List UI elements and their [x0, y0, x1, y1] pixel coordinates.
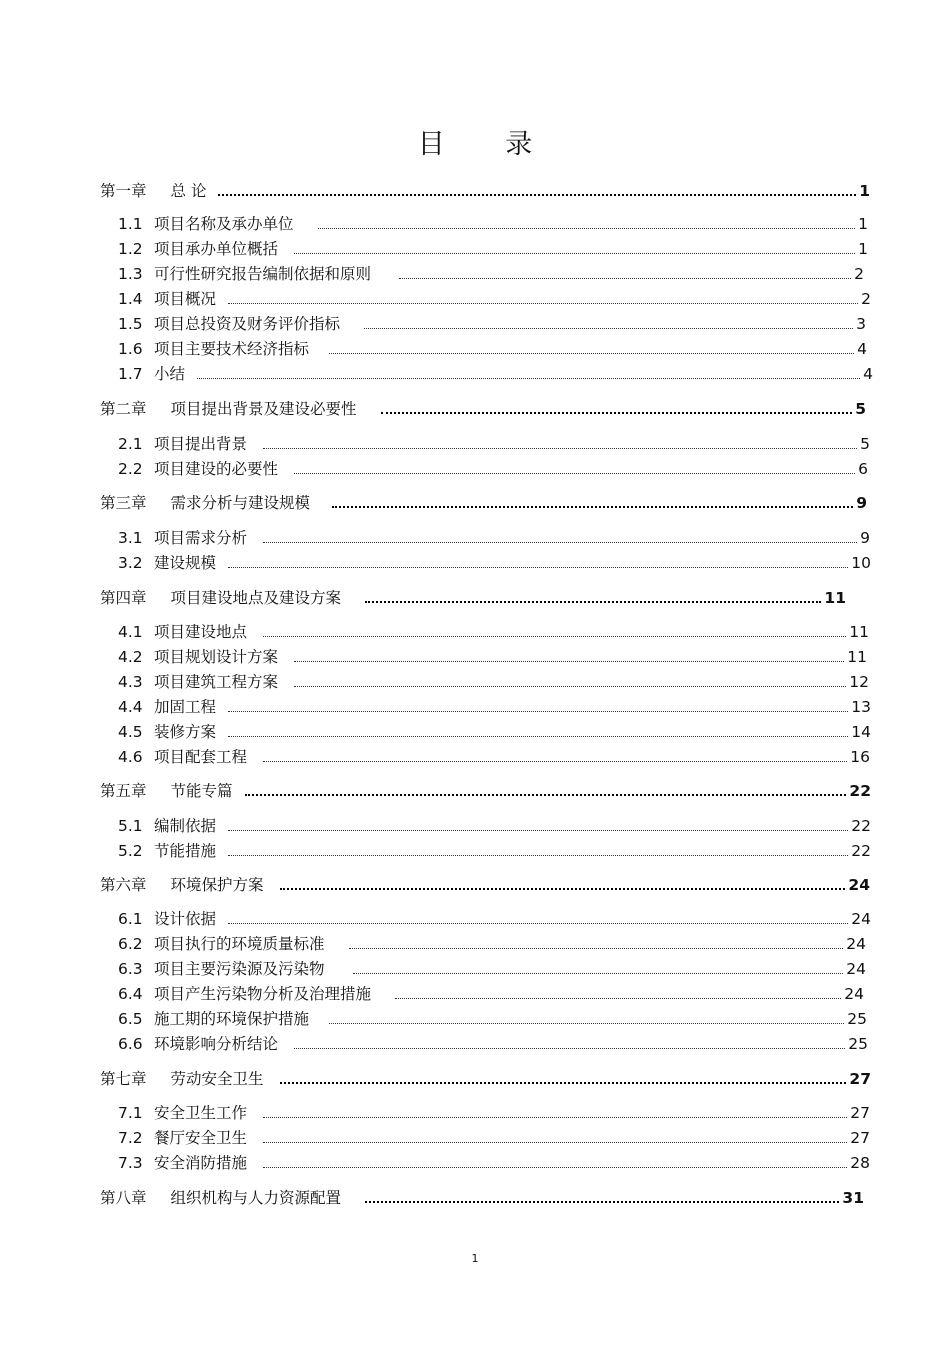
toc-page-number: 3 — [856, 315, 866, 333]
toc-page-number: 31 — [842, 1189, 864, 1207]
toc-page-number: 13 — [851, 698, 871, 716]
toc-page-number: 22 — [851, 817, 871, 835]
toc-page-number: 24 — [848, 876, 870, 894]
dot-leader — [263, 435, 857, 453]
toc-page-number: 27 — [849, 1070, 871, 1088]
dot-leader — [228, 290, 858, 308]
toc-page-number: 16 — [850, 748, 870, 766]
toc-page-number: 24 — [846, 960, 866, 978]
toc-chapter-row[interactable] — [100, 778, 871, 800]
toc-title: 项目建设地点 — [154, 623, 248, 641]
dot-leader — [365, 1189, 839, 1207]
toc-title: 装修方案 — [154, 723, 217, 741]
toc-number: 4.5 — [118, 723, 143, 741]
toc-number: 1.1 — [118, 215, 143, 233]
toc-title: 项目规划设计方案 — [154, 648, 279, 666]
toc-chapter-row[interactable] — [100, 585, 846, 607]
toc-section-row[interactable] — [118, 311, 866, 333]
toc-title: 组织机构与人力资源配置 — [170, 1189, 342, 1207]
dot-leader — [294, 648, 844, 666]
toc-section-row[interactable] — [118, 525, 870, 547]
toc-title: 节能专篇 — [170, 782, 233, 800]
toc-number: 6.3 — [118, 960, 143, 978]
toc-number: 第二章 — [100, 400, 147, 418]
dot-leader — [218, 182, 856, 200]
toc-title: 总 论 — [170, 182, 207, 200]
toc-section-row[interactable] — [118, 236, 868, 258]
toc-page-number: 10 — [851, 554, 871, 572]
toc-page-number: 27 — [850, 1104, 870, 1122]
toc-page-number: 1 — [859, 182, 870, 200]
toc-page-number: 24 — [844, 985, 864, 1003]
toc-title: 环境影响分析结论 — [154, 1035, 279, 1053]
toc-section-row[interactable] — [118, 361, 873, 383]
dot-leader — [197, 365, 860, 383]
toc-page-number: 2 — [861, 290, 871, 308]
toc-page-number: 5 — [860, 435, 870, 453]
toc-section-row[interactable] — [118, 931, 866, 953]
toc-chapter-row[interactable] — [100, 872, 870, 894]
dot-leader — [381, 400, 853, 418]
toc-title: 环境保护方案 — [170, 876, 264, 894]
toc-title: 项目主要污染源及污染物 — [154, 960, 325, 978]
toc-number: 4.3 — [118, 673, 143, 691]
toc-title: 项目建设的必要性 — [154, 460, 279, 478]
toc-section-row[interactable] — [118, 1150, 870, 1172]
toc-title: 建设规模 — [154, 554, 217, 572]
dot-leader — [228, 554, 848, 572]
toc-number: 第六章 — [100, 876, 147, 894]
toc-chapter-row[interactable] — [100, 396, 866, 418]
dot-leader — [294, 240, 855, 258]
toc-section-row[interactable] — [118, 694, 871, 716]
toc-title: 劳动安全卫生 — [170, 1070, 264, 1088]
toc-section-row[interactable] — [118, 431, 870, 453]
dot-leader — [280, 1070, 847, 1088]
toc-number: 2.2 — [118, 460, 143, 478]
toc-number: 5.1 — [118, 817, 143, 835]
dot-leader — [395, 985, 841, 1003]
toc-title: 项目概况 — [154, 290, 217, 308]
toc-title: 设计依据 — [154, 910, 217, 928]
toc-number: 1.5 — [118, 315, 143, 333]
toc-number: 3.1 — [118, 529, 143, 547]
toc-page-number: 27 — [850, 1129, 870, 1147]
toc-chapter-row[interactable] — [100, 178, 870, 200]
toc-title: 项目需求分析 — [154, 529, 248, 547]
toc-title: 安全卫生工作 — [154, 1104, 248, 1122]
toc-section-row[interactable] — [118, 286, 871, 308]
dot-leader — [332, 494, 853, 512]
toc-number: 2.1 — [118, 435, 143, 453]
toc-number: 1.7 — [118, 365, 143, 383]
toc-number: 7.3 — [118, 1154, 143, 1172]
toc-number: 1.6 — [118, 340, 143, 358]
toc-section-row[interactable] — [118, 1006, 867, 1028]
toc-number: 4.1 — [118, 623, 143, 641]
dot-leader — [228, 910, 848, 928]
toc-section-row[interactable] — [118, 956, 866, 978]
toc-number: 6.4 — [118, 985, 143, 1003]
toc-section-row[interactable] — [118, 550, 871, 572]
toc-title: 项目总投资及财务评价指标 — [154, 315, 341, 333]
toc-page-number: 24 — [846, 935, 866, 953]
toc-number: 第一章 — [100, 182, 147, 200]
toc-section-row[interactable] — [118, 906, 871, 928]
dot-leader — [228, 698, 848, 716]
toc-title: 项目名称及承办单位 — [154, 215, 294, 233]
toc-section-row[interactable] — [118, 336, 867, 358]
toc-title: 项目产生污染物分析及治理措施 — [154, 985, 372, 1003]
toc-page-number: 24 — [851, 910, 871, 928]
dot-leader — [263, 529, 857, 547]
toc-section-row[interactable] — [118, 838, 871, 860]
page-number: 1 — [471, 1252, 479, 1265]
toc-page-number: 5 — [855, 400, 866, 418]
toc-number: 4.4 — [118, 698, 143, 716]
dot-leader — [263, 1129, 847, 1147]
toc-section-row[interactable] — [118, 261, 864, 283]
dot-leader — [245, 782, 847, 800]
page-title: 目 录 — [417, 129, 559, 160]
toc-title: 施工期的环境保护措施 — [154, 1010, 310, 1028]
toc-page-number: 9 — [860, 529, 870, 547]
toc-page-number: 28 — [850, 1154, 870, 1172]
toc-chapter-row[interactable] — [100, 490, 867, 512]
dot-leader — [228, 842, 848, 860]
dot-leader — [349, 935, 844, 953]
toc-title: 项目配套工程 — [154, 748, 248, 766]
toc-number: 6.1 — [118, 910, 143, 928]
toc-title: 节能措施 — [154, 842, 217, 860]
toc-number: 第七章 — [100, 1070, 147, 1088]
dot-leader — [329, 1010, 844, 1028]
toc-title: 小结 — [154, 365, 186, 383]
toc-number: 第五章 — [100, 782, 147, 800]
dot-leader — [294, 460, 855, 478]
toc-page-number: 9 — [856, 494, 867, 512]
toc-section-row[interactable] — [118, 744, 870, 766]
toc-page-number: 25 — [847, 1010, 867, 1028]
toc-title: 项目建设地点及建设方案 — [170, 589, 342, 607]
toc-number: 6.5 — [118, 1010, 143, 1028]
toc-section-row[interactable] — [118, 619, 869, 641]
toc-section-row[interactable] — [118, 719, 871, 741]
toc-number: 第八章 — [100, 1189, 147, 1207]
dot-leader — [228, 817, 848, 835]
toc-section-row[interactable] — [118, 1100, 870, 1122]
dot-leader — [329, 340, 854, 358]
toc-number: 7.2 — [118, 1129, 143, 1147]
toc-page-number: 11 — [824, 589, 846, 607]
toc-section-row[interactable] — [118, 456, 868, 478]
toc-section-row[interactable] — [118, 813, 871, 835]
toc-number: 6.6 — [118, 1035, 143, 1053]
toc-page-number: 22 — [851, 842, 871, 860]
toc-section-row[interactable] — [118, 981, 864, 1003]
toc-number: 第四章 — [100, 589, 147, 607]
toc-chapter-row[interactable] — [100, 1066, 871, 1088]
dot-leader — [280, 876, 846, 894]
toc-number: 3.2 — [118, 554, 143, 572]
dot-leader — [263, 623, 846, 641]
dot-leader — [353, 960, 844, 978]
dot-leader — [364, 315, 853, 333]
toc-number: 第三章 — [100, 494, 147, 512]
toc-number: 5.2 — [118, 842, 143, 860]
dot-leader — [294, 1035, 845, 1053]
toc-section-row[interactable] — [118, 1125, 870, 1147]
toc-number: 7.1 — [118, 1104, 143, 1122]
toc-section-row[interactable] — [118, 1031, 868, 1053]
dot-leader — [263, 1154, 847, 1172]
toc-title: 项目主要技术经济指标 — [154, 340, 310, 358]
toc-title: 项目提出背景 — [154, 435, 248, 453]
toc-number: 1.4 — [118, 290, 143, 308]
toc-section-row[interactable] — [118, 669, 869, 691]
toc-chapter-row[interactable] — [100, 1185, 864, 1207]
toc-page-number: 22 — [849, 782, 871, 800]
toc-number: 6.2 — [118, 935, 143, 953]
toc-title: 编制依据 — [154, 817, 217, 835]
toc-page-number: 4 — [857, 340, 867, 358]
dot-leader — [294, 673, 846, 691]
toc-page-number: 2 — [854, 265, 864, 283]
toc-page-number: 4 — [863, 365, 873, 383]
dot-leader — [263, 1104, 847, 1122]
toc-number: 4.2 — [118, 648, 143, 666]
toc-title: 项目建筑工程方案 — [154, 673, 279, 691]
toc-page-number: 12 — [849, 673, 869, 691]
toc-section-row[interactable] — [118, 211, 868, 233]
toc-number: 4.6 — [118, 748, 143, 766]
toc-title: 可行性研究报告编制依据和原则 — [154, 265, 372, 283]
dot-leader — [318, 215, 856, 233]
toc-page-number: 1 — [858, 240, 868, 258]
toc-title: 项目承办单位概括 — [154, 240, 279, 258]
toc-title: 安全消防措施 — [154, 1154, 248, 1172]
toc-page-number: 1 — [858, 215, 868, 233]
dot-leader — [263, 748, 847, 766]
toc-title: 餐厅安全卫生 — [154, 1129, 248, 1147]
toc-page-number: 11 — [847, 648, 867, 666]
toc-number: 1.2 — [118, 240, 143, 258]
toc-page-number: 6 — [858, 460, 868, 478]
toc-title: 需求分析与建设规模 — [170, 494, 311, 512]
toc-number: 1.3 — [118, 265, 143, 283]
toc-title: 加固工程 — [154, 698, 217, 716]
toc-page-number: 11 — [849, 623, 869, 641]
toc-title: 项目提出背景及建设必要性 — [170, 400, 357, 418]
toc-title: 项目执行的环境质量标准 — [154, 935, 325, 953]
dot-leader — [399, 265, 851, 283]
dot-leader — [228, 723, 848, 741]
toc-page-number: 25 — [848, 1035, 868, 1053]
toc-section-row[interactable] — [118, 644, 867, 666]
dot-leader — [365, 589, 821, 607]
toc-page-number: 14 — [851, 723, 871, 741]
